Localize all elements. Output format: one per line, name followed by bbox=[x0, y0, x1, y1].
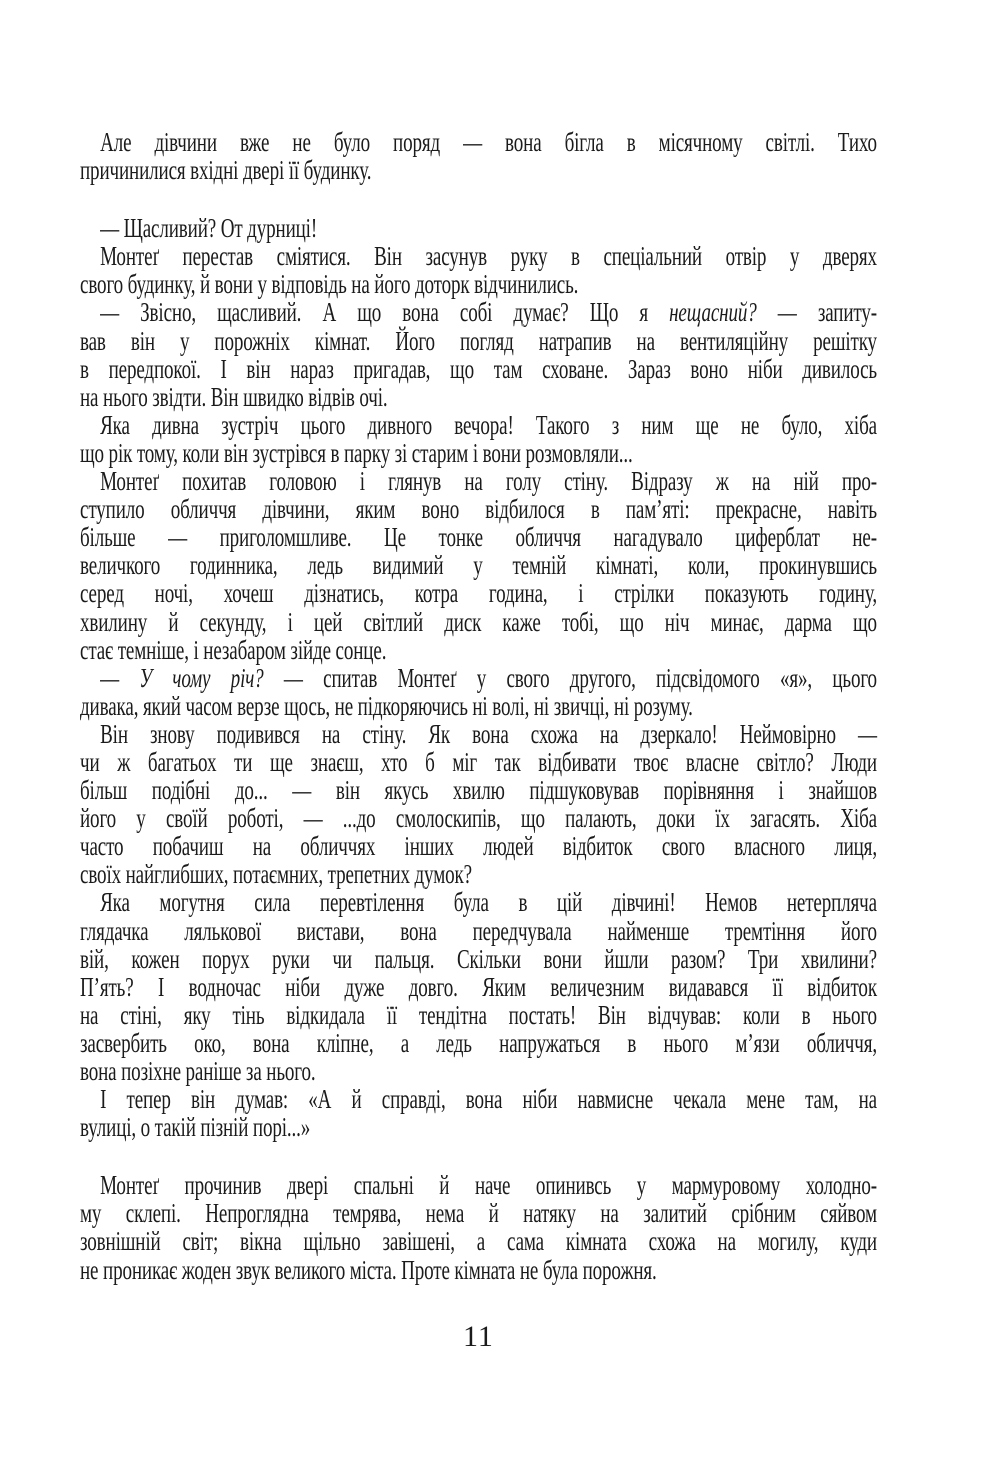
text-segment: на нього звідти. Він швидко відвів очі. bbox=[80, 380, 388, 412]
text-segment: вона позіхне раніше за нього. bbox=[80, 1055, 316, 1086]
text-line bbox=[80, 860, 877, 888]
text-segment: — Щасливий? От дурниці! bbox=[100, 212, 318, 244]
text-block bbox=[80, 128, 877, 1284]
text-line bbox=[80, 804, 877, 832]
text-segment: зовнішній світ; вікна щільно завішені, а сама кімната схожа на могилу, куди bbox=[80, 1225, 877, 1257]
paragraph bbox=[80, 1171, 877, 1283]
italic-text: нещасний? bbox=[669, 296, 757, 328]
text-line bbox=[80, 380, 877, 412]
text-segment: величкого годинника, ледь видимий у темній кімнаті, коли, прокинувшись bbox=[80, 549, 877, 581]
text-line bbox=[80, 156, 877, 184]
text-line bbox=[80, 436, 877, 468]
text-line bbox=[80, 324, 877, 356]
text-segment: вав він у порожніх кімнат. Його погляд натрапив на вентиляційну решітку bbox=[80, 324, 877, 356]
text-line bbox=[80, 1113, 877, 1141]
paragraph bbox=[80, 717, 877, 890]
paragraph bbox=[80, 214, 877, 242]
text-segment: Яка дивна зустріч цього дивного вечора! Такого з ним ще не було, хіба bbox=[100, 408, 877, 440]
text-segment: вій, кожен порух руки чи пальця. Скільки вони йшли разом? Три хвилини? bbox=[80, 942, 877, 974]
text-line bbox=[80, 689, 877, 721]
text-segment: Але дівчини вже не було поряд — вона бігла в місячному світлі. Тихо bbox=[100, 126, 877, 157]
text-line bbox=[80, 495, 877, 523]
text-line bbox=[80, 242, 877, 270]
text-segment: часто побачиш на обличчях інших людей відбиток свого власного лиця, bbox=[80, 830, 877, 862]
text-line bbox=[80, 214, 877, 242]
text-line bbox=[80, 1253, 877, 1285]
text-line bbox=[80, 832, 877, 860]
text-segment: засвербить око, вона кліпне, а ледь напружаться в нього м’язи обличчя, bbox=[80, 1026, 877, 1058]
text-segment: вулиці, о такій пізній порі...» bbox=[80, 1111, 311, 1143]
text-line bbox=[80, 633, 877, 665]
text-line bbox=[80, 128, 877, 156]
paragraph bbox=[80, 888, 877, 1085]
italic-text: У чому річ? bbox=[139, 661, 264, 693]
text-line bbox=[80, 1085, 877, 1113]
text-segment: більш подібні до... — він якусь хвилю підшуковував порівняння і знайшов bbox=[80, 774, 877, 806]
text-segment: — Звісно, щасливий. А що вона собі думає? Що я bbox=[100, 296, 670, 328]
paragraph bbox=[80, 128, 877, 184]
text-segment: Монтеґ прочинив двері спальні й наче опинивсь у мармуровому холодно- bbox=[100, 1169, 877, 1201]
text-line bbox=[80, 1199, 877, 1227]
text-line bbox=[80, 270, 877, 298]
text-segment: Яка могутня сила перевтілення була в цій дівчині! Немов нетерпляча bbox=[100, 886, 877, 918]
text-segment: Він знову подивився на стіну. Як вона схожа на дзеркало! Неймовірно — bbox=[100, 717, 877, 749]
text-segment: му склепі. Непроглядна темрява, нема й натяку на залитий срібним сяйвом bbox=[80, 1197, 877, 1229]
text-line bbox=[80, 298, 877, 326]
text-line bbox=[80, 551, 877, 579]
text-segment: на стіні, яку тінь відкидала її тендітна постать! Він відчував: коли в нього bbox=[80, 998, 877, 1030]
paragraph bbox=[80, 242, 877, 298]
text-segment: ступило обличчя дівчини, яким воно відбилося в пам’яті: прекрасне, навіть bbox=[80, 493, 877, 525]
text-segment: причинилися вхідні двері її будинку. bbox=[80, 154, 372, 186]
text-line bbox=[80, 942, 877, 974]
text-line bbox=[80, 717, 877, 749]
text-segment: Монтеґ похитав головою і глянув на голу стіну. Відразу ж на ній про- bbox=[100, 465, 877, 497]
page-number: 11 bbox=[463, 1320, 494, 1353]
text-segment: своїх найглибших, потаємних, трепетних думок? bbox=[80, 858, 472, 890]
text-line bbox=[80, 745, 877, 777]
text-segment: Монтеґ перестав сміятися. Він засунув руку в спеціальний отвір у дверях bbox=[100, 240, 877, 272]
text-line bbox=[80, 523, 877, 551]
text-segment: стає темніше, і незабаром зійде сонце. bbox=[80, 633, 387, 665]
text-segment: П’ять? І водночас ніби дуже довго. Яким величезним видавався її відбиток bbox=[80, 970, 877, 1002]
text-line bbox=[80, 467, 877, 495]
text-line bbox=[80, 970, 877, 1002]
text-segment: дивака, який часом верзе щось, не підкоряючись ні волі, ні звичці, ні розуму. bbox=[80, 689, 693, 721]
text-segment: глядачка лялькової вистави, вона передчувала найменше тремтіння його bbox=[80, 914, 877, 946]
text-line bbox=[80, 914, 877, 946]
text-line bbox=[80, 408, 877, 440]
text-segment: хвилину й секунду, і цей світлий диск каже тобі, що ніч минає, дарма що bbox=[80, 605, 877, 637]
text-line bbox=[80, 1171, 877, 1199]
paragraph bbox=[80, 661, 877, 721]
text-segment: серед ночі, хочеш дізнатись, котра година, і стрілки показують годину, bbox=[80, 577, 877, 609]
text-line bbox=[80, 352, 877, 384]
text-line bbox=[80, 888, 877, 916]
text-segment: більше — приголомшливе. Це тонке обличчя нагадувало циферблат не- bbox=[80, 521, 877, 553]
text-segment: його у своїй роботі, — ...до смолоскипів, що палають, доки їх загасять. Хіба bbox=[80, 802, 877, 834]
text-line bbox=[80, 998, 877, 1030]
paragraph bbox=[80, 1085, 877, 1141]
paragraph bbox=[80, 467, 877, 664]
text-segment: не проникає жоден звук великого міста. Проте кімната не була порожня. bbox=[80, 1253, 657, 1285]
text-line bbox=[80, 605, 877, 637]
text-segment: — запиту- bbox=[756, 296, 877, 328]
text-line bbox=[80, 1227, 877, 1255]
text-line bbox=[80, 661, 877, 693]
text-line bbox=[80, 1026, 877, 1058]
text-segment: що рік тому, коли він зустрівся в парку зі старим і вони розмовляли... bbox=[80, 436, 633, 468]
text-line bbox=[80, 1057, 877, 1085]
text-segment: — bbox=[100, 661, 140, 693]
text-segment: — спитав Монтеґ у свого другого, підсвідомого «я», цього bbox=[263, 661, 877, 693]
text-segment: в передпокої. І він нараз пригадав, що там сховане. Зараз воно ніби дивилось bbox=[80, 352, 877, 384]
paragraph bbox=[80, 408, 877, 468]
paragraph bbox=[80, 298, 877, 410]
text-line bbox=[80, 776, 877, 804]
text-segment: чи ж багатьох ти ще знаєш, хто б міг так відбивати твоє власне світло? Люди bbox=[80, 745, 877, 777]
text-segment: свого будинку, й вони у відповідь на його доторк відчинились. bbox=[80, 268, 579, 300]
text-segment: І тепер він думав: «А й справді, вона ніби навмисне чекала мене там, на bbox=[100, 1083, 877, 1115]
text-line bbox=[80, 579, 877, 607]
